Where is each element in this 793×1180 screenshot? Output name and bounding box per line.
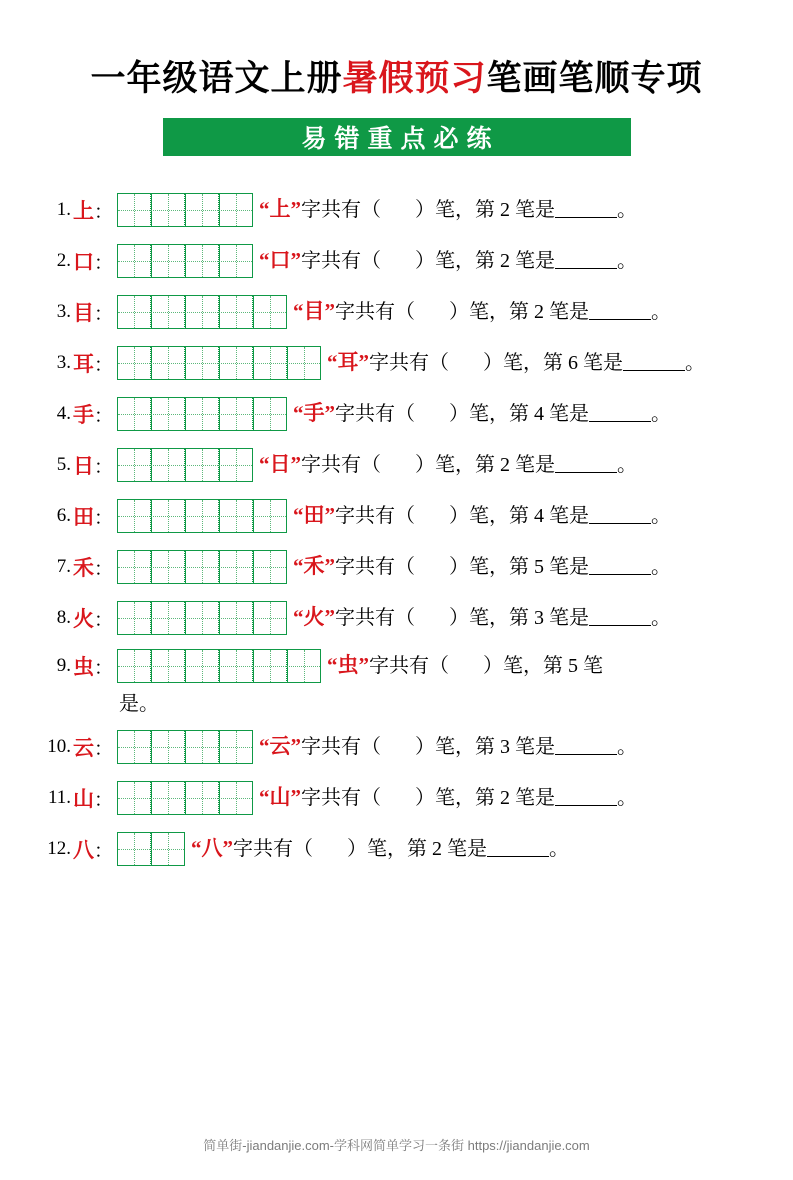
exercise-item bbox=[45, 292, 775, 332]
item-character: 火 bbox=[73, 607, 94, 631]
question-character: 虫 bbox=[337, 653, 359, 678]
question-period: 。 bbox=[617, 199, 638, 222]
item-character: 禾 bbox=[73, 556, 94, 580]
item-number: 4. bbox=[56, 403, 71, 424]
question-character: 日 bbox=[269, 452, 291, 477]
question-period: 。 bbox=[617, 454, 638, 477]
question-character: 目 bbox=[303, 299, 325, 324]
quote-close: ” bbox=[324, 605, 336, 630]
question-phrase-2: ）笔，第 2 笔是 bbox=[415, 454, 556, 477]
item-colon: ： bbox=[94, 840, 114, 862]
quote-open: “ bbox=[259, 197, 270, 222]
question-phrase-2: ）笔，第 3 笔是 bbox=[449, 607, 590, 630]
writing-grid[interactable] bbox=[117, 295, 287, 329]
question-phrase-1: 字共有（ bbox=[369, 352, 450, 375]
question-period: 。 bbox=[651, 505, 672, 528]
writing-cell[interactable] bbox=[185, 601, 219, 635]
exercise-item bbox=[45, 727, 775, 767]
answer-blank[interactable] bbox=[555, 250, 617, 269]
question-text bbox=[259, 194, 637, 226]
question-character: 手 bbox=[303, 401, 325, 426]
writing-cell[interactable] bbox=[117, 448, 151, 482]
item-number: 1. bbox=[56, 199, 71, 220]
question-phrase-1: 字共有（ bbox=[301, 250, 382, 273]
writing-cell[interactable] bbox=[151, 781, 185, 815]
quote-close: ” bbox=[324, 401, 336, 426]
question-period: 。 bbox=[139, 693, 159, 715]
question-phrase-1: 字共有（ bbox=[301, 199, 382, 222]
item-colon: ： bbox=[94, 252, 114, 274]
exercise-item bbox=[45, 394, 775, 434]
writing-cell[interactable] bbox=[151, 499, 185, 533]
writing-cell[interactable] bbox=[151, 193, 185, 227]
item-character: 口 bbox=[73, 250, 94, 274]
question-phrase-1: 字共有（ bbox=[301, 736, 382, 759]
writing-cell[interactable] bbox=[185, 448, 219, 482]
question-phrase-2: ）笔，第 3 笔是 bbox=[415, 736, 556, 759]
item-number: 3. bbox=[56, 352, 71, 373]
writing-cell[interactable] bbox=[219, 346, 253, 380]
item-colon: ： bbox=[94, 456, 114, 478]
item-colon: ： bbox=[94, 405, 114, 427]
quote-close: ” bbox=[358, 653, 370, 678]
writing-grid[interactable] bbox=[117, 448, 253, 482]
exercise-item bbox=[45, 190, 775, 230]
writing-grid[interactable] bbox=[117, 193, 253, 227]
question-phrase-2: ）笔，第 6 笔是 bbox=[483, 352, 624, 375]
question-text bbox=[327, 347, 705, 379]
quote-open: “ bbox=[259, 785, 270, 810]
writing-cell[interactable] bbox=[185, 730, 219, 764]
quote-close: ” bbox=[222, 836, 234, 861]
continuation-prefix: 是 bbox=[119, 693, 139, 715]
exercise-item bbox=[45, 547, 775, 587]
question-character: 火 bbox=[303, 605, 325, 630]
writing-cell[interactable] bbox=[151, 601, 185, 635]
exercise-item bbox=[45, 241, 775, 281]
item-character: 日 bbox=[73, 454, 94, 478]
quote-open: “ bbox=[327, 350, 338, 375]
exercise-item bbox=[45, 445, 775, 485]
answer-blank[interactable] bbox=[555, 787, 617, 806]
quote-open: “ bbox=[259, 452, 270, 477]
writing-cell[interactable] bbox=[151, 832, 185, 866]
writing-cell[interactable] bbox=[219, 448, 253, 482]
writing-cell[interactable] bbox=[151, 346, 185, 380]
writing-cell[interactable] bbox=[185, 193, 219, 227]
question-continuation bbox=[45, 687, 775, 716]
question-phrase-2: ）笔，第 5 笔 bbox=[483, 655, 604, 678]
question-phrase-1: 字共有（ bbox=[233, 838, 314, 861]
question-phrase-1: 字共有（ bbox=[301, 787, 382, 810]
writing-cell[interactable] bbox=[185, 649, 219, 683]
item-colon: ： bbox=[94, 657, 114, 679]
question-text bbox=[327, 650, 603, 682]
writing-grid[interactable] bbox=[117, 397, 287, 431]
writing-cell[interactable] bbox=[219, 499, 253, 533]
answer-blank[interactable] bbox=[555, 736, 617, 755]
writing-cell[interactable] bbox=[253, 601, 287, 635]
item-number: 10. bbox=[47, 736, 71, 757]
writing-cell[interactable] bbox=[117, 730, 151, 764]
quote-open: “ bbox=[327, 653, 338, 678]
quote-open: “ bbox=[293, 299, 304, 324]
item-colon: ： bbox=[94, 609, 114, 631]
quote-close: ” bbox=[324, 554, 336, 579]
writing-cell[interactable] bbox=[117, 649, 151, 683]
exercise-item bbox=[45, 343, 775, 383]
writing-grid[interactable] bbox=[117, 601, 287, 635]
writing-cell[interactable] bbox=[185, 397, 219, 431]
item-number: 3. bbox=[56, 301, 71, 322]
quote-close: ” bbox=[290, 452, 302, 477]
question-phrase-1: 字共有（ bbox=[335, 301, 416, 324]
exercise-item bbox=[45, 649, 775, 716]
footer-watermark: 简单街-jiandanjie.com-学科网简单学习一条街 https://jiandanjie.com bbox=[203, 1138, 590, 1153]
answer-blank[interactable] bbox=[589, 556, 651, 575]
item-colon: ： bbox=[94, 507, 114, 529]
question-text bbox=[259, 782, 637, 814]
writing-cell[interactable] bbox=[219, 244, 253, 278]
question-phrase-2: ）笔，第 2 笔是 bbox=[415, 250, 556, 273]
quote-open: “ bbox=[259, 734, 270, 759]
question-text bbox=[259, 731, 637, 763]
quote-open: “ bbox=[293, 401, 304, 426]
writing-cell[interactable] bbox=[117, 346, 151, 380]
writing-cell[interactable] bbox=[117, 397, 151, 431]
item-character: 虫 bbox=[73, 655, 94, 679]
item-character: 八 bbox=[73, 838, 94, 862]
answer-blank[interactable] bbox=[589, 607, 651, 626]
answer-blank[interactable] bbox=[555, 199, 617, 218]
question-text bbox=[259, 449, 637, 481]
item-character: 上 bbox=[73, 199, 94, 223]
quote-open: “ bbox=[293, 554, 304, 579]
question-period: 。 bbox=[617, 736, 638, 759]
worksheet-page bbox=[0, 58, 793, 1180]
writing-cell[interactable] bbox=[287, 649, 321, 683]
quote-close: ” bbox=[358, 350, 370, 375]
title-part-3: 笔画笔顺专项 bbox=[486, 59, 703, 98]
writing-cell[interactable] bbox=[253, 550, 287, 584]
writing-cell[interactable] bbox=[253, 295, 287, 329]
writing-cell[interactable] bbox=[185, 295, 219, 329]
item-colon: ： bbox=[94, 201, 114, 223]
writing-grid[interactable] bbox=[117, 781, 253, 815]
writing-cell[interactable] bbox=[253, 346, 287, 380]
question-phrase-2: ）笔，第 4 笔是 bbox=[449, 403, 590, 426]
answer-blank[interactable] bbox=[589, 403, 651, 422]
exercise-list bbox=[0, 190, 793, 869]
title-part-1: 一年级语文上册 bbox=[90, 59, 343, 98]
subtitle-text: 易错重点必练 bbox=[301, 126, 500, 153]
question-phrase-2: ）笔，第 4 笔是 bbox=[449, 505, 590, 528]
question-text bbox=[293, 500, 671, 532]
question-character: 八 bbox=[201, 836, 223, 861]
item-number: 5. bbox=[56, 454, 71, 475]
item-character: 目 bbox=[73, 301, 94, 325]
item-number: 11. bbox=[47, 787, 71, 808]
item-colon: ： bbox=[94, 789, 114, 811]
question-phrase-2: ）笔，第 2 笔是 bbox=[449, 301, 590, 324]
quote-open: “ bbox=[259, 248, 270, 273]
subtitle-banner bbox=[163, 118, 631, 156]
writing-cell[interactable] bbox=[117, 499, 151, 533]
item-number: 2. bbox=[56, 250, 71, 271]
writing-grid[interactable] bbox=[117, 649, 321, 683]
item-number: 12. bbox=[47, 838, 71, 859]
writing-cell[interactable] bbox=[219, 397, 253, 431]
item-character: 耳 bbox=[73, 352, 94, 376]
writing-cell[interactable] bbox=[219, 193, 253, 227]
writing-cell[interactable] bbox=[219, 730, 253, 764]
question-text bbox=[191, 833, 569, 865]
question-period: 。 bbox=[651, 556, 672, 579]
writing-cell[interactable] bbox=[117, 295, 151, 329]
question-text bbox=[293, 602, 671, 634]
quote-close: ” bbox=[290, 197, 302, 222]
question-phrase-1: 字共有（ bbox=[335, 556, 416, 579]
page-title bbox=[0, 58, 793, 100]
exercise-item bbox=[45, 829, 775, 869]
quote-open: “ bbox=[293, 605, 304, 630]
question-period: 。 bbox=[617, 250, 638, 273]
question-phrase-2: ）笔，第 2 笔是 bbox=[347, 838, 488, 861]
writing-cell[interactable] bbox=[219, 550, 253, 584]
writing-cell[interactable] bbox=[117, 601, 151, 635]
item-character: 手 bbox=[73, 403, 94, 427]
writing-cell[interactable] bbox=[185, 499, 219, 533]
exercise-item bbox=[45, 598, 775, 638]
writing-cell[interactable] bbox=[117, 193, 151, 227]
question-text bbox=[293, 296, 671, 328]
question-character: 禾 bbox=[303, 554, 325, 579]
question-character: 云 bbox=[269, 734, 291, 759]
item-character: 田 bbox=[73, 505, 94, 529]
writing-cell[interactable] bbox=[151, 550, 185, 584]
writing-grid[interactable] bbox=[117, 346, 321, 380]
writing-cell[interactable] bbox=[253, 397, 287, 431]
quote-open: “ bbox=[293, 503, 304, 528]
exercise-item bbox=[45, 778, 775, 818]
question-phrase-2: ）笔，第 5 笔是 bbox=[449, 556, 590, 579]
item-colon: ： bbox=[94, 738, 114, 760]
item-colon: ： bbox=[94, 354, 114, 376]
item-colon: ： bbox=[94, 303, 114, 325]
question-text bbox=[293, 551, 671, 583]
writing-cell[interactable] bbox=[185, 550, 219, 584]
writing-cell[interactable] bbox=[151, 244, 185, 278]
exercise-item bbox=[45, 496, 775, 536]
writing-grid[interactable] bbox=[117, 730, 253, 764]
writing-cell[interactable] bbox=[219, 601, 253, 635]
answer-blank[interactable] bbox=[589, 505, 651, 524]
quote-open: “ bbox=[191, 836, 202, 861]
writing-grid[interactable] bbox=[117, 244, 253, 278]
item-number: 9. bbox=[56, 655, 71, 676]
question-phrase-1: 字共有（ bbox=[335, 505, 416, 528]
quote-close: ” bbox=[290, 785, 302, 810]
answer-blank[interactable] bbox=[623, 352, 685, 371]
question-character: 田 bbox=[303, 503, 325, 528]
quote-close: ” bbox=[290, 248, 302, 273]
answer-blank[interactable] bbox=[589, 301, 651, 320]
question-period: 。 bbox=[651, 403, 672, 426]
writing-cell[interactable] bbox=[185, 781, 219, 815]
answer-blank[interactable] bbox=[555, 454, 617, 473]
writing-cell[interactable] bbox=[117, 244, 151, 278]
writing-cell[interactable] bbox=[117, 781, 151, 815]
question-phrase-2: ）笔，第 2 笔是 bbox=[415, 787, 556, 810]
answer-blank[interactable] bbox=[487, 838, 549, 857]
question-phrase-1: 字共有（ bbox=[369, 655, 450, 678]
item-number: 6. bbox=[56, 505, 71, 526]
writing-cell[interactable] bbox=[151, 397, 185, 431]
item-number: 7. bbox=[56, 556, 71, 577]
question-period: 。 bbox=[651, 301, 672, 324]
writing-grid[interactable] bbox=[117, 499, 287, 533]
writing-cell[interactable] bbox=[151, 448, 185, 482]
question-phrase-1: 字共有（ bbox=[335, 607, 416, 630]
question-period: 。 bbox=[549, 838, 570, 861]
title-part-2-highlight: 暑假预习 bbox=[342, 59, 487, 98]
question-period: 。 bbox=[685, 352, 706, 375]
question-phrase-1: 字共有（ bbox=[301, 454, 382, 477]
writing-cell[interactable] bbox=[287, 346, 321, 380]
item-character: 山 bbox=[73, 787, 94, 811]
writing-cell[interactable] bbox=[219, 295, 253, 329]
question-character: 山 bbox=[269, 785, 291, 810]
writing-cell[interactable] bbox=[185, 346, 219, 380]
writing-grid[interactable] bbox=[117, 550, 287, 584]
question-period: 。 bbox=[617, 787, 638, 810]
item-character: 云 bbox=[73, 736, 94, 760]
writing-cell[interactable] bbox=[219, 781, 253, 815]
writing-cell[interactable] bbox=[253, 649, 287, 683]
question-phrase-1: 字共有（ bbox=[335, 403, 416, 426]
writing-cell[interactable] bbox=[253, 499, 287, 533]
question-character: 上 bbox=[269, 197, 291, 222]
item-colon: ： bbox=[94, 558, 114, 580]
question-character: 口 bbox=[269, 248, 291, 273]
writing-cell[interactable] bbox=[151, 295, 185, 329]
item-number: 8. bbox=[56, 607, 71, 628]
writing-cell[interactable] bbox=[117, 550, 151, 584]
question-text bbox=[259, 245, 637, 277]
question-period: 。 bbox=[651, 607, 672, 630]
question-text bbox=[293, 398, 671, 430]
writing-cell[interactable] bbox=[219, 649, 253, 683]
writing-grid[interactable] bbox=[117, 832, 185, 866]
quote-close: ” bbox=[324, 299, 336, 324]
writing-cell[interactable] bbox=[185, 244, 219, 278]
writing-cell[interactable] bbox=[117, 832, 151, 866]
quote-close: ” bbox=[324, 503, 336, 528]
question-character: 耳 bbox=[337, 350, 359, 375]
writing-cell[interactable] bbox=[151, 730, 185, 764]
question-phrase-2: ）笔，第 2 笔是 bbox=[415, 199, 556, 222]
quote-close: ” bbox=[290, 734, 302, 759]
writing-cell[interactable] bbox=[151, 649, 185, 683]
